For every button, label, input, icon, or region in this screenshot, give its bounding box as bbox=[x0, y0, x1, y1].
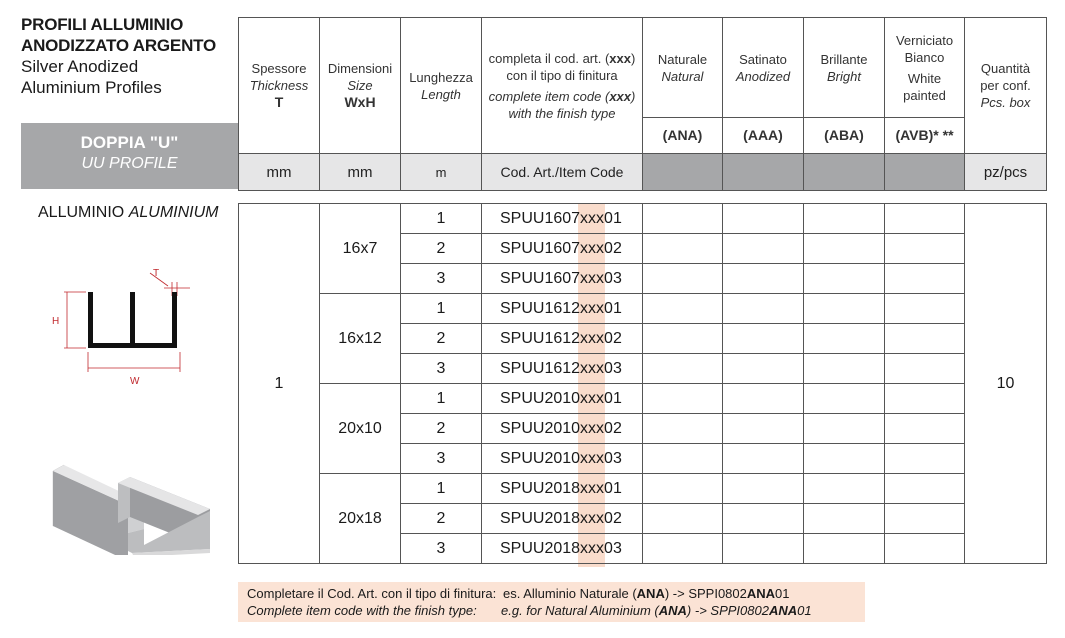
natural-cell bbox=[643, 294, 723, 324]
note-label-en: Complete item code with the finish type: bbox=[247, 603, 477, 618]
item-code-cell: SPUU1612xxx03 bbox=[482, 354, 643, 384]
size-cell: 16x7 bbox=[320, 204, 401, 294]
natural-cell bbox=[643, 234, 723, 264]
satin-cell bbox=[723, 324, 804, 354]
natural-cell bbox=[643, 324, 723, 354]
bright-code: (ABA) bbox=[804, 118, 885, 154]
length-cell: 3 bbox=[401, 444, 482, 474]
satin-cell bbox=[723, 504, 804, 534]
painted-cell bbox=[885, 294, 965, 324]
natural-cell bbox=[643, 504, 723, 534]
uu-profile-shape bbox=[88, 292, 177, 348]
title-line-3: Silver Anodized bbox=[21, 57, 139, 76]
bright-cell bbox=[804, 204, 885, 234]
thickness-header: Spessore Thickness T bbox=[239, 18, 320, 154]
length-cell: 2 bbox=[401, 414, 482, 444]
item-code-cell: SPUU2018xxx02 bbox=[482, 504, 643, 534]
length-header: Lunghezza Length bbox=[401, 18, 482, 154]
table-row bbox=[239, 474, 1047, 504]
length-cell: 3 bbox=[401, 534, 482, 564]
painted-cell bbox=[885, 324, 965, 354]
size-cell: 20x18 bbox=[320, 474, 401, 564]
satin-cell bbox=[723, 474, 804, 504]
satin-header: Satinato Anodized bbox=[723, 18, 804, 118]
qty-unit: pz/pcs bbox=[965, 154, 1047, 191]
t-dim-label: T bbox=[153, 268, 160, 279]
natural-cell bbox=[643, 534, 723, 564]
length-cell: 3 bbox=[401, 264, 482, 294]
thickness-unit: mm bbox=[239, 154, 320, 191]
qty-header: Quantità per conf. Pcs. box bbox=[965, 18, 1047, 154]
painted-cell bbox=[885, 234, 965, 264]
item-code-cell: SPUU2010xxx03 bbox=[482, 444, 643, 474]
item-code-cell: SPUU1607xxx02 bbox=[482, 234, 643, 264]
painted-cell bbox=[885, 384, 965, 414]
material-label bbox=[38, 204, 218, 222]
title-line-4: Aluminium Profiles bbox=[21, 78, 162, 97]
natural-cell bbox=[643, 204, 723, 234]
painted-code: (AVB)* ** bbox=[885, 118, 965, 154]
bright-cell bbox=[804, 384, 885, 414]
satin-code: (AAA) bbox=[723, 118, 804, 154]
painted-cell bbox=[885, 444, 965, 474]
length-cell: 1 bbox=[401, 474, 482, 504]
bright-cell bbox=[804, 294, 885, 324]
bright-cell bbox=[804, 354, 885, 384]
finish-code-note bbox=[238, 582, 865, 622]
note-value-it: es. Alluminio Naturale (ANA) -> SPPI0802ANA01 bbox=[503, 586, 790, 601]
material-it: ALLUMINIO bbox=[38, 204, 125, 221]
natural-cell bbox=[643, 354, 723, 384]
natural-cell bbox=[643, 384, 723, 414]
item-code-cell: SPUU2010xxx02 bbox=[482, 414, 643, 444]
table-row bbox=[239, 384, 1047, 414]
note-value-en: e.g. for Natural Aluminium (ANA) -> SPPI0802ANA01 bbox=[501, 603, 812, 618]
length-cell: 2 bbox=[401, 504, 482, 534]
satin-cell bbox=[723, 354, 804, 384]
profile-name-en: UU PROFILE bbox=[81, 155, 178, 172]
title-line-1: PROFILI ALLUMINIO bbox=[21, 15, 184, 34]
item-code-cell: SPUU1607xxx01 bbox=[482, 204, 643, 234]
size-unit: mm bbox=[320, 154, 401, 191]
table-row bbox=[239, 204, 1047, 234]
painted-cell bbox=[885, 264, 965, 294]
satin-cell bbox=[723, 204, 804, 234]
satin-unit bbox=[723, 154, 804, 191]
item-code-cell: SPUU1607xxx03 bbox=[482, 264, 643, 294]
qty-value: 10 bbox=[965, 204, 1047, 564]
natural-unit bbox=[643, 154, 723, 191]
painted-unit bbox=[885, 154, 965, 191]
length-cell: 1 bbox=[401, 204, 482, 234]
length-cell: 3 bbox=[401, 354, 482, 384]
bright-cell bbox=[804, 474, 885, 504]
satin-cell bbox=[723, 384, 804, 414]
bright-cell bbox=[804, 264, 885, 294]
profile-name-it: DOPPIA "U" bbox=[80, 133, 179, 152]
catalog-title bbox=[21, 14, 241, 98]
item-code-cell: SPUU2010xxx01 bbox=[482, 384, 643, 414]
item-code-cell: SPUU1612xxx01 bbox=[482, 294, 643, 324]
size-cell: 20x10 bbox=[320, 384, 401, 474]
natural-header: Naturale Natural bbox=[643, 18, 723, 118]
painted-cell bbox=[885, 204, 965, 234]
bright-cell bbox=[804, 504, 885, 534]
item-code-cell: SPUU2018xxx03 bbox=[482, 534, 643, 564]
size-cell: 16x12 bbox=[320, 294, 401, 384]
painted-cell bbox=[885, 414, 965, 444]
natural-cell bbox=[643, 264, 723, 294]
bright-cell bbox=[804, 234, 885, 264]
item-code-unit: Cod. Art./Item Code bbox=[482, 154, 643, 191]
satin-cell bbox=[723, 534, 804, 564]
bright-cell bbox=[804, 444, 885, 474]
natural-code: (ANA) bbox=[643, 118, 723, 154]
painted-cell bbox=[885, 504, 965, 534]
bright-header: Brillante Bright bbox=[804, 18, 885, 118]
satin-cell bbox=[723, 264, 804, 294]
painted-cell bbox=[885, 534, 965, 564]
bright-cell bbox=[804, 534, 885, 564]
painted-cell bbox=[885, 474, 965, 504]
length-cell: 2 bbox=[401, 324, 482, 354]
bright-cell bbox=[804, 324, 885, 354]
length-cell: 1 bbox=[401, 294, 482, 324]
length-unit: m bbox=[401, 154, 482, 191]
satin-cell bbox=[723, 234, 804, 264]
bright-cell bbox=[804, 414, 885, 444]
table-row bbox=[239, 294, 1047, 324]
item-code-cell: SPUU2018xxx01 bbox=[482, 474, 643, 504]
thickness-value: 1 bbox=[239, 204, 320, 564]
length-cell: 1 bbox=[401, 384, 482, 414]
natural-cell bbox=[643, 474, 723, 504]
material-en: ALUMINIUM bbox=[128, 204, 219, 221]
natural-cell bbox=[643, 444, 723, 474]
size-header: Dimensioni Size WxH bbox=[320, 18, 401, 154]
product-table bbox=[238, 203, 1047, 564]
h-dim-label: H bbox=[52, 316, 60, 327]
profile-type-band bbox=[21, 123, 238, 189]
satin-cell bbox=[723, 444, 804, 474]
length-cell: 2 bbox=[401, 234, 482, 264]
header-table bbox=[238, 17, 1047, 191]
title-line-2: ANODIZZATO ARGENTO bbox=[21, 36, 217, 55]
painted-header: Verniciato Bianco White painted bbox=[885, 18, 965, 118]
profile-3d-illustration bbox=[50, 445, 215, 555]
note-label-it: Completare il Cod. Art. con il tipo di finitura: bbox=[247, 586, 497, 601]
profile-section-drawing bbox=[40, 258, 210, 388]
satin-cell bbox=[723, 294, 804, 324]
item-code-header: completa il cod. art. (xxx) con il tipo di finitura complete item code (xxx) with the finish type bbox=[482, 18, 643, 154]
item-code-cell: SPUU1612xxx02 bbox=[482, 324, 643, 354]
w-dim-label: W bbox=[130, 376, 140, 387]
painted-cell bbox=[885, 354, 965, 384]
natural-cell bbox=[643, 414, 723, 444]
bright-unit bbox=[804, 154, 885, 191]
satin-cell bbox=[723, 414, 804, 444]
